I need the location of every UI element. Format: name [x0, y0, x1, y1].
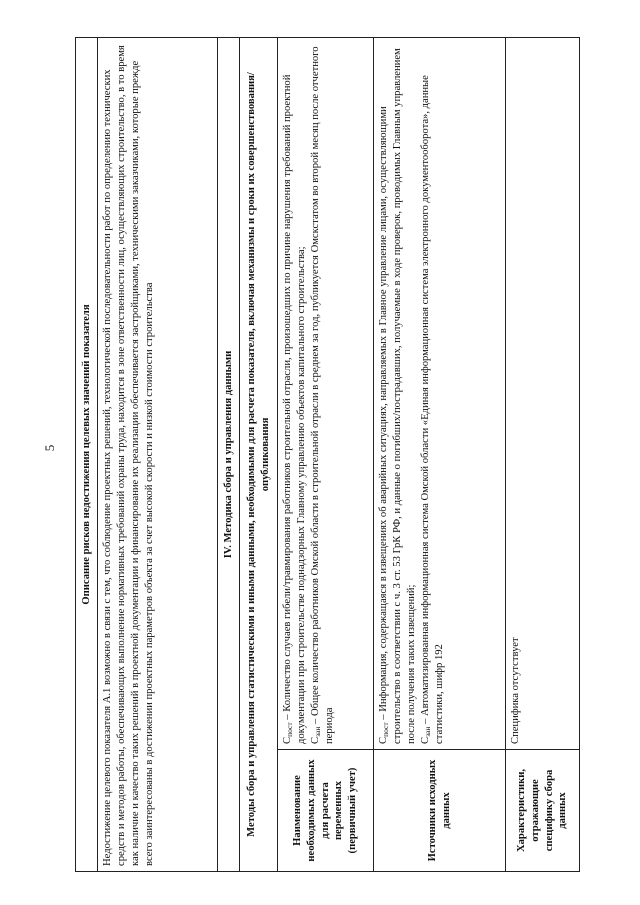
source-item: $С_{зан}$ – Автоматизированная информационная система Омской области «Единая информационная система электронного документооборота», данные статистики, шифр 192	[419, 75, 445, 744]
methods-header: Методы сбора и управления статистическими и иными данными, необходимыми для расчета показателя, включая механизмы и сроки их совершенствования/опубликования	[240, 38, 278, 872]
variable-item: $С_{пост}$ – Количество случаев гибели/травмирования работников строительной отрасли, произошедших по причине нарушения требований проектной документации при строительстве поднадзорных Главному управлению объектов капитального строительства;	[282, 74, 307, 744]
risks-header: Описание рисков недостижения целевых значений показателя	[76, 38, 98, 872]
section-title: IV. Методика сбора и управления данными	[218, 38, 240, 872]
row-text-specifics: Специфика отсутствует	[506, 38, 580, 750]
row-label-sources: Источники исходных данных	[374, 750, 506, 872]
page-number: 5	[42, 444, 57, 452]
row-text-sources	[374, 38, 506, 750]
variable-item: $С_{зан}$ – Общее количество работников Омской области в строительной отрасли в среднем за год, публикуется Омскстатом во второй месяц после отчетного периода	[309, 46, 335, 744]
risks-text: Недостижение целевого показателя А.1 возможно в связи с тем, что соблюдение проектных решений, технологической последовательности работ по определению технических средств и методов работы, обеспечивающих выполнение нормативных требований охраны труда, находится в зоне ответственности лиц, осуществляющих строительство, в то время как наличие и качество таких решений в проектной документации и финансирование их реализации обеспечивается застройщиками, техническими заказчиками, которые прежде всего заинтересованы в достижении проектных параметров объекта за счет высокой скорости и низкой стоимости строительства	[98, 38, 218, 872]
indicator-method-table	[75, 37, 580, 872]
source-item: $С_{пост}$ – Информация, содержащаяся в извещениях об аварийных ситуациях, направляемых в Главное управление лицами, осуществляющими строительство в соответствии с ч. 3 ст. 53 ГрК РФ, и данные о погибших/пострадавших, получаемые в ходе проверок, проводимых Главным управлением после получения таких извещений;	[378, 48, 417, 744]
row-label-specifics: Характеристики, отражающие специфику сбора данных	[506, 750, 580, 872]
row-text-data-names	[278, 38, 374, 750]
row-label-data-names: Наименование необходимых данных для расчета переменных (первичный учет)	[278, 750, 374, 872]
rotated-page-content	[75, 37, 580, 872]
